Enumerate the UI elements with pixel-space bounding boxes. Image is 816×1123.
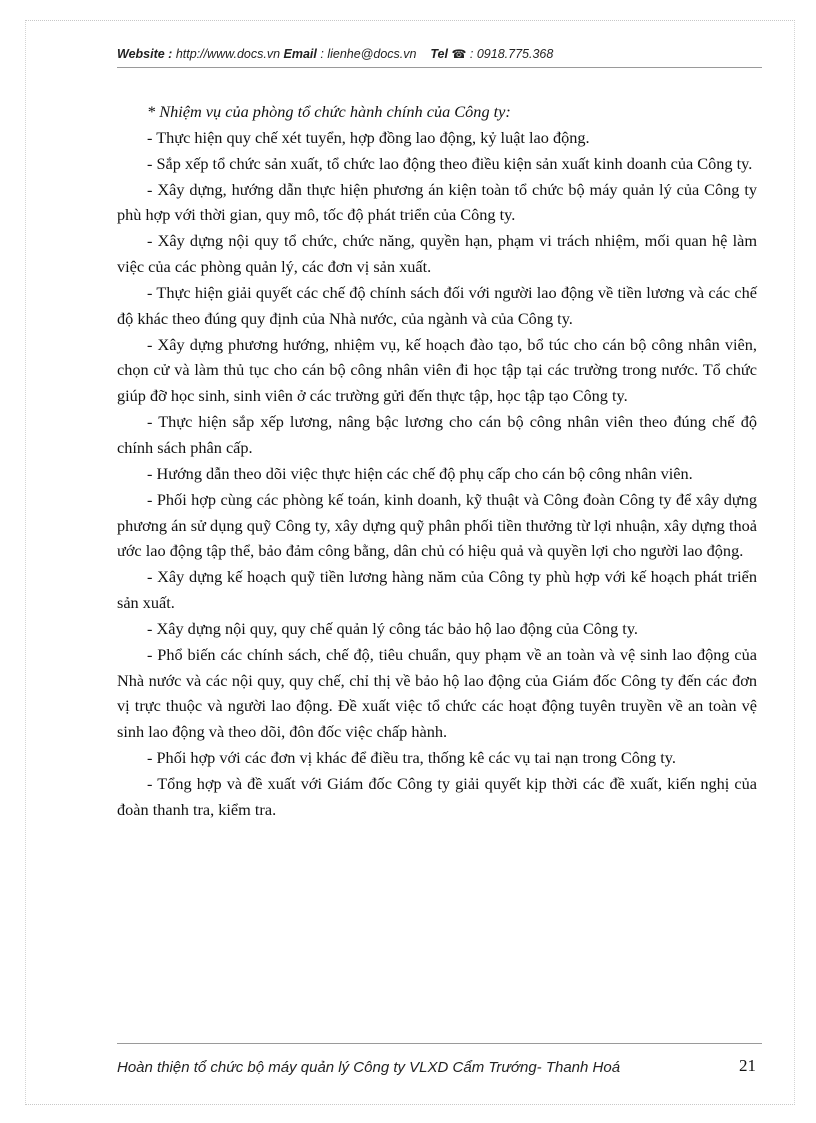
- website-label: Website :: [117, 47, 173, 61]
- paragraph: - Thực hiện quy chế xét tuyển, hợp đồng lao động, kỷ luật lao động.: [147, 127, 590, 147]
- paragraph: - Thực hiện giải quyết các chế độ chính sách đối với người lao động về tiền lương và các chế độ khác theo đúng quy định của Nhà nước, của ngành và của Công ty.: [117, 282, 757, 328]
- paragraph: - Phổ biến các chính sách, chế độ, tiêu chuẩn, quy phạm về an toàn và vệ sinh lao động của Nhà nước và các nội quy, quy chế, chỉ thị về bảo hộ lao động của Giám đốc Công ty đến các đơn vị trực thuộc và người lao động. Đề xuất việc tổ chức các hoạt động tuyên truyền về an toàn vệ sinh lao động và theo dõi, đôn đốc việc chấp hành.: [117, 644, 757, 742]
- paragraph: - Xây dựng kế hoạch quỹ tiền lương hàng năm của Công ty phù hợp với kế hoạch phát triển sản xuất.: [117, 567, 757, 613]
- paragraph: - Xây dựng nội quy tổ chức, chức năng, quyền hạn, phạm vi trách nhiệm, mối quan hệ làm việc của các phòng quản lý, các đơn vị sản xuất.: [117, 231, 757, 277]
- header-divider: [117, 67, 762, 68]
- paragraph: - Xây dựng phương hướng, nhiệm vụ, kế hoạch đào tạo, bổ túc cho cán bộ công nhân viên, chọn cử và làm thủ tục cho cán bộ công nhân viên đi học tập tại các trường trong nước. Tổ chức giúp đỡ học sinh, sinh viên ở các trường gửi đến thực tập, học tập tạo Công ty.: [117, 334, 757, 406]
- paragraph: - Tổng hợp và đề xuất với Giám đốc Công ty giải quyết kịp thời các đề xuất, kiến nghị của đoàn thanh tra, kiểm tra.: [117, 773, 757, 819]
- paragraph: - Hướng dẫn theo dõi việc thực hiện các chế độ phụ cấp cho cán bộ công nhân viên.: [147, 463, 693, 483]
- bottom-margin-guide: [25, 1104, 795, 1105]
- paragraph: - Xây dựng nội quy, quy chế quản lý công tác bảo hộ lao động của Công ty.: [147, 618, 638, 638]
- paragraph: - Xây dựng, hướng dẫn thực hiện phương án kiện toàn tổ chức bộ máy quản lý của Công ty phù hợp với thời gian, quy mô, tốc độ phát triển của Công ty.: [117, 179, 757, 225]
- paragraph: - Thực hiện sắp xếp lương, nâng bậc lương cho cán bộ công nhân viên theo đúng chế độ chính sách phân cấp.: [117, 412, 757, 457]
- top-margin-guide: [25, 20, 795, 21]
- page-header: [117, 47, 761, 61]
- paragraph: - Phối hợp với các đơn vị khác để điều tra, thống kê các vụ tai nạn trong Công ty.: [147, 748, 676, 768]
- tel-label: Tel: [430, 47, 448, 61]
- email-value: : lienhe@docs.vn: [320, 47, 417, 61]
- right-margin-guide: [794, 20, 795, 1105]
- website-value: http://www.docs.vn: [175, 47, 281, 61]
- left-margin-guide: [25, 20, 26, 1105]
- footer-title: Hoàn thiện tổ chức bộ máy quản lý Công ty VLXD Cẩm Trướng- Thanh Hoá: [117, 1059, 621, 1076]
- telephone-icon: ☎: [451, 47, 467, 61]
- document-body: [117, 99, 757, 823]
- tel-value: : 0918.775.368: [469, 47, 554, 61]
- footer-divider: [117, 1043, 762, 1044]
- page-number: 21: [739, 1056, 756, 1075]
- paragraph: - Phối hợp cùng các phòng kế toán, kinh doanh, kỹ thuật và Công đoàn Công ty để xây dựng phương án sử dụng quỹ Công ty, xây dựng quỹ phân phối tiền thưởng từ lợi nhuận, xây dựng thoả ước lao động tập thể, bảo đảm công bằng, dân chủ có hiệu quả và quyền lợi cho người lao động.: [117, 489, 757, 561]
- paragraph: - Sắp xếp tổ chức sản xuất, tổ chức lao động theo điều kiện sản xuất kinh doanh của Công ty.: [147, 153, 753, 173]
- email-label: Email: [283, 47, 317, 61]
- section-title: * Nhiệm vụ của phòng tổ chức hành chính của Công ty:: [147, 102, 511, 121]
